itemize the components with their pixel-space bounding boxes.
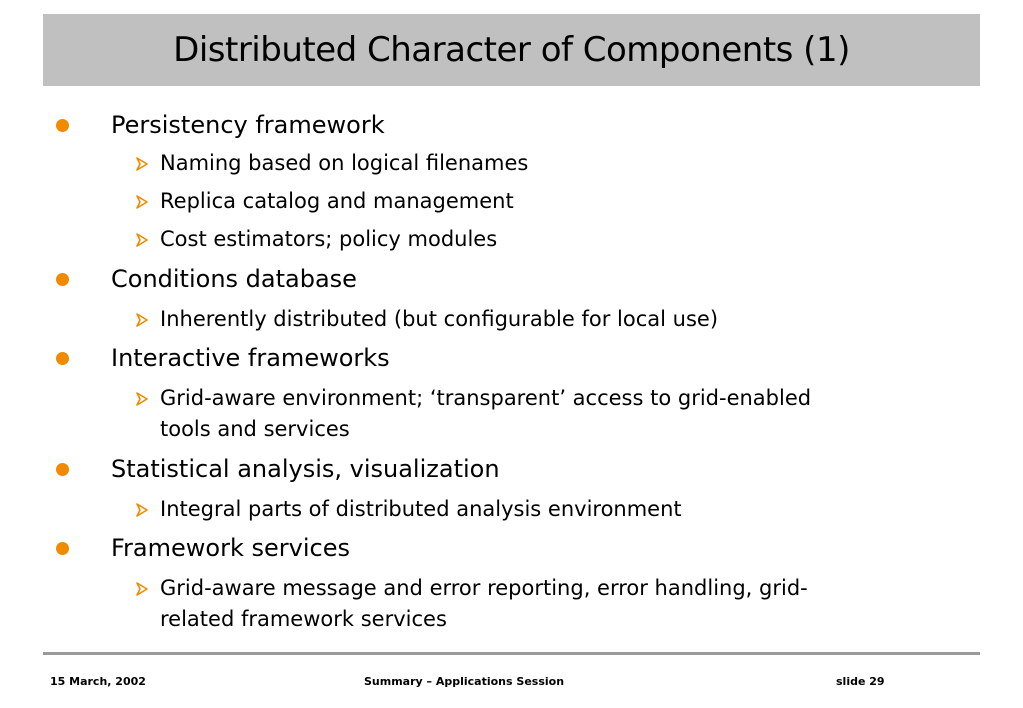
arrow-right-icon [134, 232, 150, 248]
sub-bullet-text-continued: tools and services [160, 417, 350, 441]
orange-dot-icon [56, 463, 69, 476]
bullet-text: Statistical analysis, visualization [111, 455, 500, 483]
sub-bullet-text-continued: related framework services [160, 607, 447, 631]
orange-dot-icon [56, 352, 69, 365]
arrow-right-icon [134, 312, 150, 328]
arrow-right-icon [134, 194, 150, 210]
arrow-right-icon [134, 581, 150, 597]
arrow-right-icon [134, 502, 150, 518]
arrow-right-icon [134, 391, 150, 407]
sub-bullet-text: Naming based on logical filenames [160, 151, 529, 175]
slide-title: Distributed Character of Components (1) [173, 30, 850, 70]
footer-slide-number: slide 29 [836, 675, 885, 688]
orange-dot-icon [56, 542, 69, 555]
footer-date: 15 March, 2002 [50, 675, 146, 688]
sub-bullet-text: Inherently distributed (but configurable for local use) [160, 307, 719, 331]
orange-dot-icon [56, 273, 69, 286]
bullet-text: Conditions database [111, 265, 357, 293]
sub-bullet-text: Cost estimators; policy modules [160, 227, 498, 251]
bullet-text: Persistency framework [111, 111, 385, 139]
orange-dot-icon [56, 119, 69, 132]
sub-bullet-text: Integral parts of distributed analysis environment [160, 497, 682, 521]
bullet-text: Framework services [111, 534, 350, 562]
footer-session: Summary – Applications Session [364, 675, 565, 688]
arrow-right-icon [134, 156, 150, 172]
sub-bullet-text: Grid-aware message and error reporting, error handling, grid- [160, 576, 808, 600]
sub-bullet-text: Grid-aware environment; ‘transparent’ access to grid-enabled [160, 386, 812, 410]
footer-divider [43, 652, 980, 655]
bullet-text: Interactive frameworks [111, 344, 390, 372]
sub-bullet-text: Replica catalog and management [160, 189, 514, 213]
